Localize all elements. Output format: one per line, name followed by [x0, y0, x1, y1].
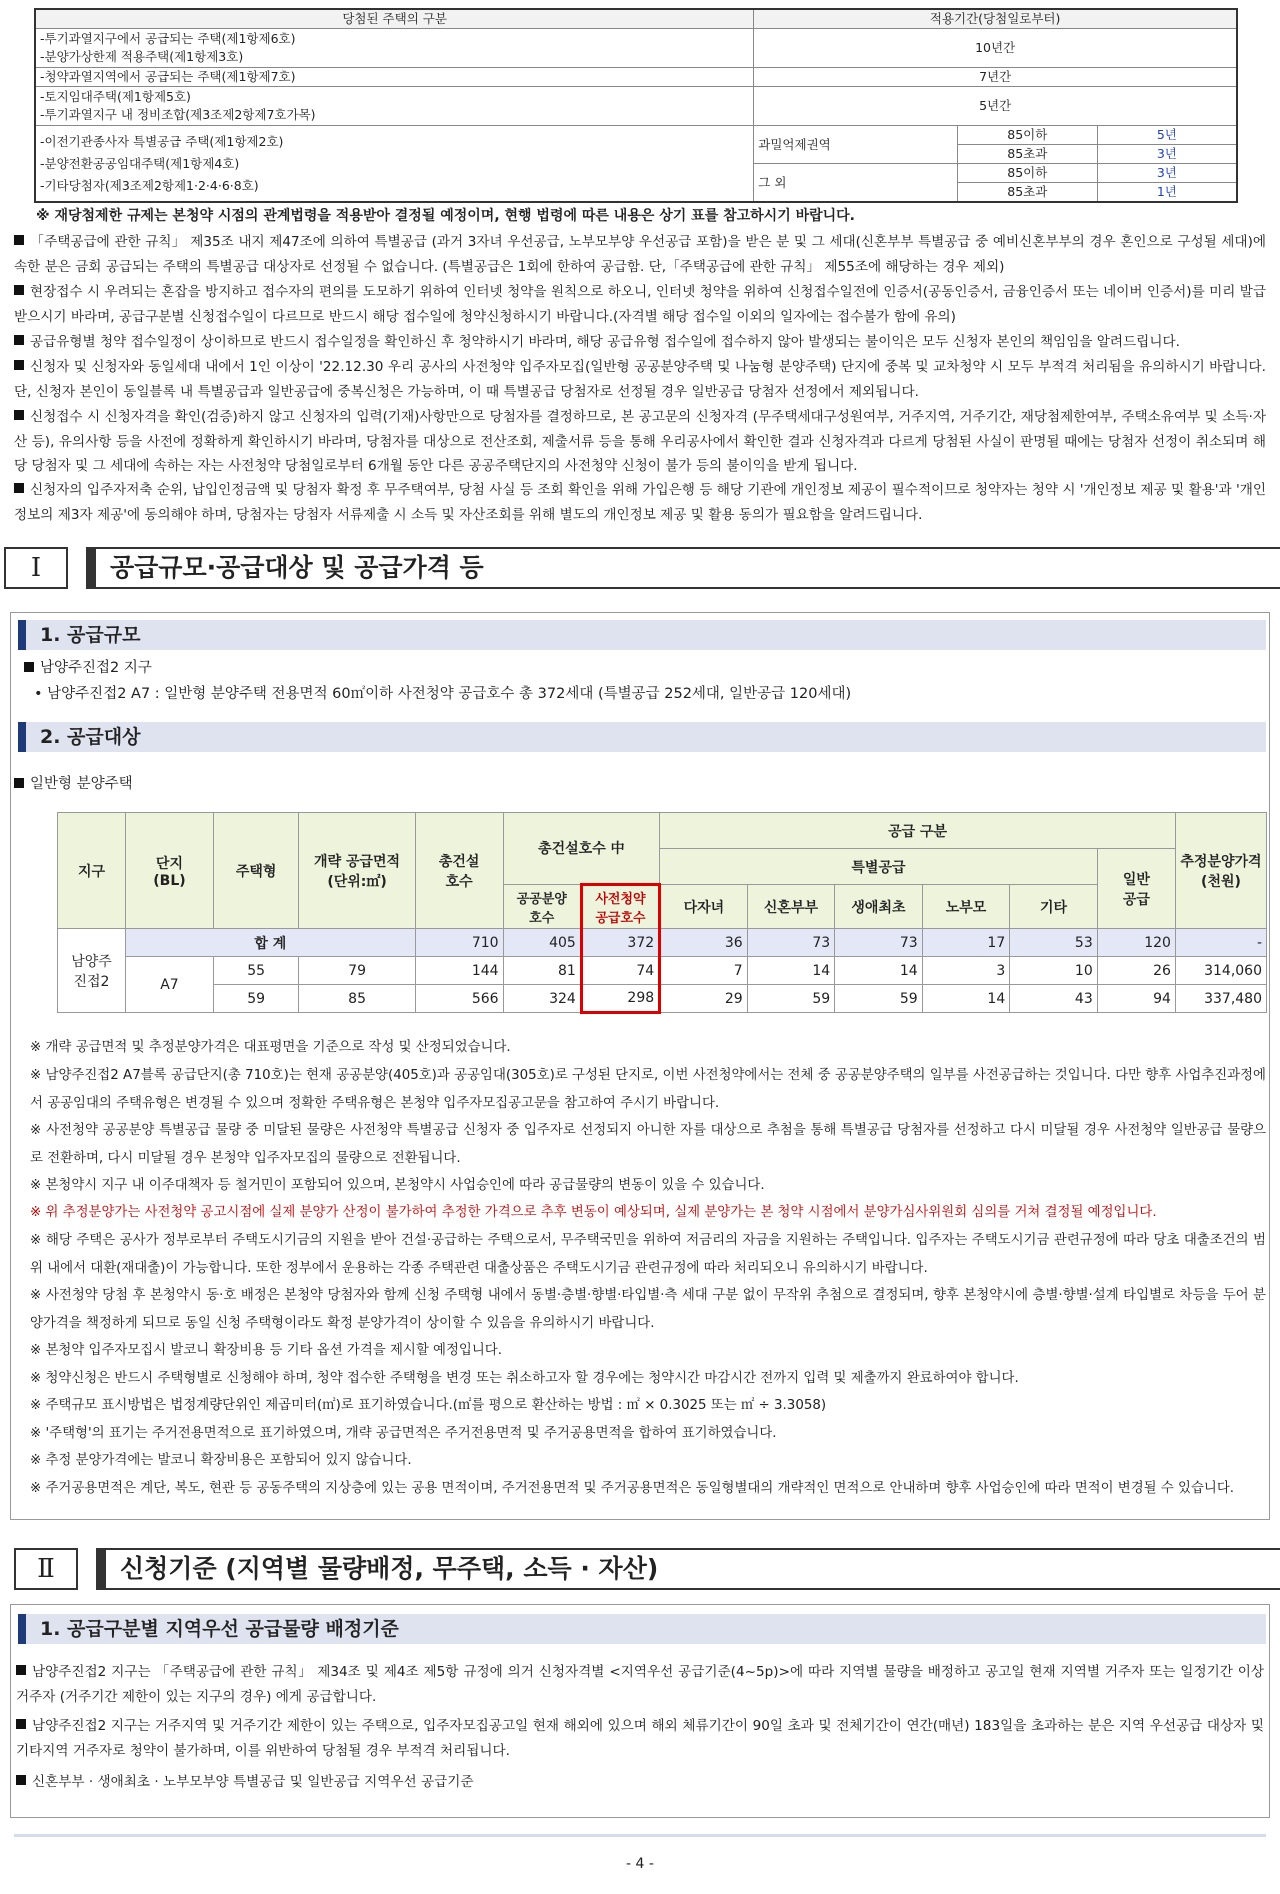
table-cell: 372 — [581, 929, 659, 957]
notice-paragraph: 공급유형별 청약 접수일정이 상이하므로 반드시 접수일정을 확인하신 후 청약하시기 바라며, 해당 공급유형 접수일에 접수하지 않아 발생되는 불이익은 모두 신청자 본인의 책임임을 알려드립니다. — [14, 330, 1266, 355]
table-cell: 14 — [747, 957, 835, 985]
subsection-title: 1. 공급규모 — [18, 620, 1266, 650]
table-header: 적용기간(당첨일로부터) — [754, 9, 1237, 29]
table-cell: A7 — [125, 957, 213, 1013]
table-cell: 85초과 — [957, 145, 1097, 164]
col-header: 일반 공급 — [1097, 849, 1175, 929]
note: ※ 개략 공급면적 및 추정분양가격은 대표평면을 기준으로 작성 및 산정되었습니다. — [30, 1040, 511, 1055]
col-header: 총건설호수 中 — [503, 813, 660, 885]
table-row-total — [58, 929, 1267, 957]
notice-paragraph: 신청자 및 신청자와 동일세대 내에서 1인 이상이 '22.12.30 우리 공사의 사전청약 입주자모집(일반형 공공분양주택 및 나눔형 분양주택) 단지에 중복 및 교차청약 시 모두 부적격 처리됨을 유의하시기 바랍니다. 단, 신청자 본인이 동일블록 내 특별공급과 일반공급에 중복신청은 가능하며, 이 때 특별공급 당첨자로 선정될 경우 일반공급 당첨자 선정에서 제외됩니다. — [14, 359, 1266, 400]
criteria-item: 신혼부부 · 생애최초 · 노부모부양 특별공급 및 일반공급 지역우선 공급기준 — [16, 1770, 1264, 1795]
notice-paragraph: 신청자의 입주자저축 순위, 납입인정금액 및 당첨자 확정 후 무주택여부, 당첨 사실 등 조회 확인을 위해 가입은행 등 해당 기관에 개인정보 제공이 필수적이므로 청약자는 청약 시 '개인정보 제공 및 활용'과 '개인정보의 제3자 제공'에 동의해야 하며, 당첨자는 당첨자 서류제출 시 소득 및 자산조회를 위해 별도의 개인정보 제공 및 활용 동의가 필요함을 알려드립니다. — [14, 482, 1266, 523]
district-item: • 남양주진접2 A7 : 일반형 분양주택 전용면적 60㎡이하 사전청약 공급호수 총 372세대 (특별공급 252세대, 일반공급 120세대) — [34, 686, 852, 702]
table-header: 당첨된 주택의 구분 — [35, 9, 754, 29]
table-row — [58, 957, 1267, 985]
subsection-title: 1. 공급구분별 지역우선 공급물량 배정기준 — [18, 1614, 1266, 1644]
supply-table — [57, 812, 1267, 1014]
col-header: 공급 구분 — [660, 813, 1176, 849]
table-cell: 7년간 — [754, 68, 1237, 87]
col-header: 특별공급 — [660, 849, 1098, 885]
table-cell: 337,480 — [1175, 985, 1266, 1013]
subsection-title: 2. 공급대상 — [18, 722, 1266, 752]
note-red: ※ 위 추정분양가는 사전청약 공고시점에 실제 분양가 산정이 불가하여 추정한 가격으로 추후 변동이 예상되며, 실제 분양가는 본 청약 시점에서 분양가심사위원회 심의를 거쳐 결정될 예정입니다. — [30, 1205, 1157, 1220]
table-cell: -투기과열지구에서 공급되는 주택(제1항제6호) -분양가상한제 적용주택(제1항제3호) — [35, 29, 754, 68]
district-heading: 남양주진접2 지구 — [24, 656, 152, 680]
table-cell: 5년 — [1097, 126, 1237, 145]
note: ※ 본청약시 지구 내 이주대책자 등 철거민이 포함되어 있으며, 본청약시 사업승인에 따라 공급물량의 변동이 있을 수 있습니다. — [30, 1178, 765, 1193]
table-cell: 43 — [1010, 985, 1098, 1013]
housing-type: 일반형 분양주택 — [14, 772, 133, 796]
note: ※ 남양주진접2 A7블록 공급단지(총 710호)는 현재 공공분양(405호)과 공공임대(305호)로 구성된 단지로, 이번 사전청약에서는 전체 중 공공분양주택의 일부를 사전공급하는 것입니다. 다만 향후 사업추진과정에서 공공임대의 주택유형은 변경될 수 있으며 정확한 주택유형은 본청약 입주자모집공고문을 참고하여 주시기 바랍니다. — [30, 1068, 1266, 1111]
table-cell: 85초과 — [957, 183, 1097, 203]
table-cell: -토지임대주택(제1항제5호) -투기과열지구 내 정비조합(제3조제2항제7호가목) — [35, 87, 754, 126]
table-cell: 59 — [213, 985, 298, 1013]
table-cell: 55 — [213, 957, 298, 985]
table-cell: 73 — [835, 929, 923, 957]
page-number: - 4 - — [626, 1856, 654, 1872]
table-cell: - — [1175, 929, 1266, 957]
table-cell: 36 — [660, 929, 748, 957]
note: ※ 해당 주택은 공사가 정부로부터 주택도시기금의 지원을 받아 건설·공급하는 주택으로서, 무주택국민을 위하여 저금리의 자금을 지원하는 주택입니다. 입주자는 주택도시기금 관련규정에 따라 당초 대출조건의 범위 내에서 대환(재대출)이 가능합니다. 또한 정부에서 운용하는 각종 주택관련 대출상품은 주택도시기금 관련규정에 따라 처리되오니 유의하시기 바랍니다. — [30, 1233, 1266, 1276]
col-header: 사전청약 공급호수 — [581, 885, 659, 929]
table-cell: 85 — [299, 985, 415, 1013]
table-cell: 17 — [922, 929, 1010, 957]
table-cell: 59 — [835, 985, 923, 1013]
col-header: 공공분양 호수 — [503, 885, 581, 929]
criteria-item: 남양주진접2 지구는 「주택공급에 관한 규칙」 제34조 및 제4조 제5항 규정에 의거 신청자격별 <지역우선 공급기준(4~5p)>에 따라 지역별 물량을 배정하고 공고일 현재 지역별 거주자 또는 일정기간 이상 거주자 (거주기간 제한이 있는 지구의 경우) 에게 공급합니다. — [16, 1664, 1264, 1705]
note: ※ 사전청약 공공분양 특별공급 물량 중 미달된 물량은 사전청약 특별공급 신청자 중 입주자로 선정되지 아니한 자를 대상으로 추첨을 통해 특별공급 당첨자를 선정하고 다시 미달될 경우 사전청약 일반공급 물량으로 전환하며, 다시 미달될 경우 본청약 입주자모집의 물량으로 전환됩니다. — [30, 1123, 1266, 1166]
notice-paragraph: 신청접수 시 신청자격을 확인(검증)하지 않고 신청자의 입력(기재)사항만으로 당첨자를 결정하므로, 본 공고문의 신청자격 (무주택세대구성원여부, 거주지역, 거주기간, 재당첨제한여부, 주택소유여부 및 소득·자산 등), 유의사항 등을 사전에 정확하게 확인하시기 바라며, 당첨자를 대상으로 전산조회, 제출서류 등을 통해 우리공사에서 확인한 결과 신청자격과 다르게 당첨된 사실이 판명될 때에는 당첨자 선정이 취소되며 해당 당첨자 및 그 세대에 속하는 자는 사전청약 당첨일로부터 6개월 동안 다른 공공주택단지의 사전청약 신청이 불가 등의 불이익을 받게 됩니다. — [14, 409, 1266, 474]
col-header: 추정분양가격 (천원) — [1175, 813, 1266, 929]
table-cell: 144 — [415, 957, 503, 985]
col-header: 생애최초 — [835, 885, 923, 929]
col-header: 기타 — [1010, 885, 1098, 929]
note: ※ 주거공용면적은 계단, 복도, 현관 등 공동주택의 지상층에 있는 공용 면적이며, 주거전용면적 및 주거공용면적은 동일형별대의 개략적인 면적으로 안내하며 향후 사업승인에 따라 면적이 변경될 수 있습니다. — [30, 1481, 1235, 1496]
table-cell: 566 — [415, 985, 503, 1013]
table-cell: -이전기관종사자 특별공급 주택(제1항제2호) -분양전환공공임대주택(제1항제4호) -기타당첨자(제3조제2항제1·2·4·6·8호) — [35, 126, 754, 203]
table-cell: 85이하 — [957, 126, 1097, 145]
table-cell: 94 — [1097, 985, 1175, 1013]
notice-paragraph: 현장접수 시 우려되는 혼잡을 방지하고 접수자의 편의를 도모하기 위하여 인터넷 청약을 원칙으로 하오니, 인터넷 청약을 위하여 신청접수일전에 인증서(공동인증서, 금융인증서 또는 네이버 인증서)를 미리 발급 받으시기 바라며, 공급구분별 신청접수일이 다르므로 반드시 해당 접수일에 청약신청하시기 바랍니다.(자격별 해당 접수일 이외의 일자에는 접수불가 함에 유의) — [14, 284, 1266, 325]
table-cell: 405 — [503, 929, 581, 957]
table-cell: 314,060 — [1175, 957, 1266, 985]
rewin-note: ※ 재당첨제한 규제는 본청약 시점의 관계법령을 적용받아 결정될 예정이며, 현행 법령에 따른 내용은 상기 표를 참고하시기 바랍니다. — [36, 208, 856, 224]
table-cell: 10년간 — [754, 29, 1237, 68]
section-numeral: Ⅱ — [14, 1548, 78, 1590]
col-header: 지구 — [58, 813, 126, 929]
table-cell: 59 — [747, 985, 835, 1013]
section-title: 신청기준 (지역별 물량배정, 무주택, 소득 · 자산) — [96, 1548, 1280, 1590]
table-cell: 3 — [922, 957, 1010, 985]
note: ※ 본청약 입주자모집시 발코니 확장비용 등 기타 옵션 가격을 제시할 예정입니다. — [30, 1343, 502, 1358]
table-cell: 79 — [299, 957, 415, 985]
col-header: 신혼부부 — [747, 885, 835, 929]
criteria-item: 남양주진접2 지구는 거주지역 및 거주기간 제한이 있는 주택으로, 입주자모집공고일 현재 해외에 있으며 해외 체류기간이 90일 초과 및 전체기간이 연간(매년) 183일을 초과하는 분은 지역 우선공급 대상자 및 기타지역 거주자로 청약이 불가하며, 이를 위반하여 당첨될 경우 부적격 처리됩니다. — [16, 1718, 1264, 1759]
table-cell: 14 — [835, 957, 923, 985]
note: ※ 사전청약 당첨 후 본청약시 동·호 배정은 본청약 당첨자와 함께 신청 주택형 내에서 동별·층별·향별·타입별·측 세대 구분 없이 무작위 추첨으로 결정되며, 향후 본청약시에 층별·향별·설계 타입별로 차등을 두어 분양가격을 책정하게 되므로 동일 신청 주택형이라도 확정 분양가격이 상이할 수 있음을 유의하시기 바랍니다. — [30, 1288, 1266, 1331]
table-cell: 14 — [922, 985, 1010, 1013]
note: ※ 주택규모 표시방법은 법정계량단위인 제곱미터(㎡)로 표기하였습니다.(㎡를 평으로 환산하는 방법 : ㎡ × 0.3025 또는 ㎡ ÷ 3.3058) — [30, 1398, 827, 1413]
rewin-restriction-table — [34, 8, 1238, 203]
col-header: 총건설 호수 — [415, 813, 503, 929]
section-numeral: Ⅰ — [4, 547, 68, 589]
notice-paragraph: 「주택공급에 관한 규칙」 제35조 내지 제47조에 의하여 특별공급 (과거 3자녀 우선공급, 노부모부양 우선공급 포함)을 받은 분 및 그 세대(신혼부부 특별공급 중 예비신혼부부의 경우 혼인으로 구성될 세대)에 속한 분은 금회 공급되는 주택의 특별공급 대상자로 선정될 수 없습니다. (특별공급은 1회에 한하여 공급함. 단,「주택공급에 관한 규칙」 제55조에 해당하는 경우 제외) — [14, 234, 1266, 275]
col-header: 다자녀 — [660, 885, 748, 929]
table-cell: 1년 — [1097, 183, 1237, 203]
table-cell: 324 — [503, 985, 581, 1013]
footer-divider — [14, 1834, 1266, 1837]
table-cell: 10 — [1010, 957, 1098, 985]
table-cell: 710 — [415, 929, 503, 957]
note: ※ 추정 분양가격에는 발코니 확장비용은 포함되어 있지 않습니다. — [30, 1453, 412, 1468]
table-cell: 85이하 — [957, 164, 1097, 183]
table-cell: 26 — [1097, 957, 1175, 985]
table-cell: 74 — [581, 957, 659, 985]
col-header: 주택형 — [213, 813, 298, 929]
table-cell: 3년 — [1097, 145, 1237, 164]
table-cell: 5년간 — [754, 87, 1237, 126]
table-cell: 29 — [660, 985, 748, 1013]
col-header: 노부모 — [922, 885, 1010, 929]
table-cell: 7 — [660, 957, 748, 985]
table-cell: 과밀억제권역 — [754, 126, 958, 164]
note: ※ '주택형'의 표기는 주거전용면적으로 표기하였으며, 개략 공급면적은 주거전용면적 및 주거공용면적을 합하여 표기하였습니다. — [30, 1426, 777, 1441]
table-cell: 120 — [1097, 929, 1175, 957]
table-cell: 그 외 — [754, 164, 958, 203]
table-cell: 298 — [581, 985, 659, 1013]
col-header: 단지 (BL) — [125, 813, 213, 929]
table-cell: 합 계 — [125, 929, 415, 957]
col-header: 개략 공급면적 (단위:㎡) — [299, 813, 415, 929]
table-cell: 53 — [1010, 929, 1098, 957]
table-cell: 3년 — [1097, 164, 1237, 183]
table-cell: 81 — [503, 957, 581, 985]
table-cell: 남양주 진접2 — [58, 929, 126, 1013]
note: ※ 청약신청은 반드시 주택형별로 신청해야 하며, 청약 접수한 주택형을 변경 또는 취소하고자 할 경우에는 청약시간 마감시간 전까지 입력 및 제출까지 완료하여야 합니다. — [30, 1371, 1019, 1386]
table-row — [58, 985, 1267, 1013]
section-title: 공급규모·공급대상 및 공급가격 등 — [86, 547, 1280, 589]
table-cell: 73 — [747, 929, 835, 957]
table-cell: -청약과열지역에서 공급되는 주택(제1항제7호) — [35, 68, 754, 87]
